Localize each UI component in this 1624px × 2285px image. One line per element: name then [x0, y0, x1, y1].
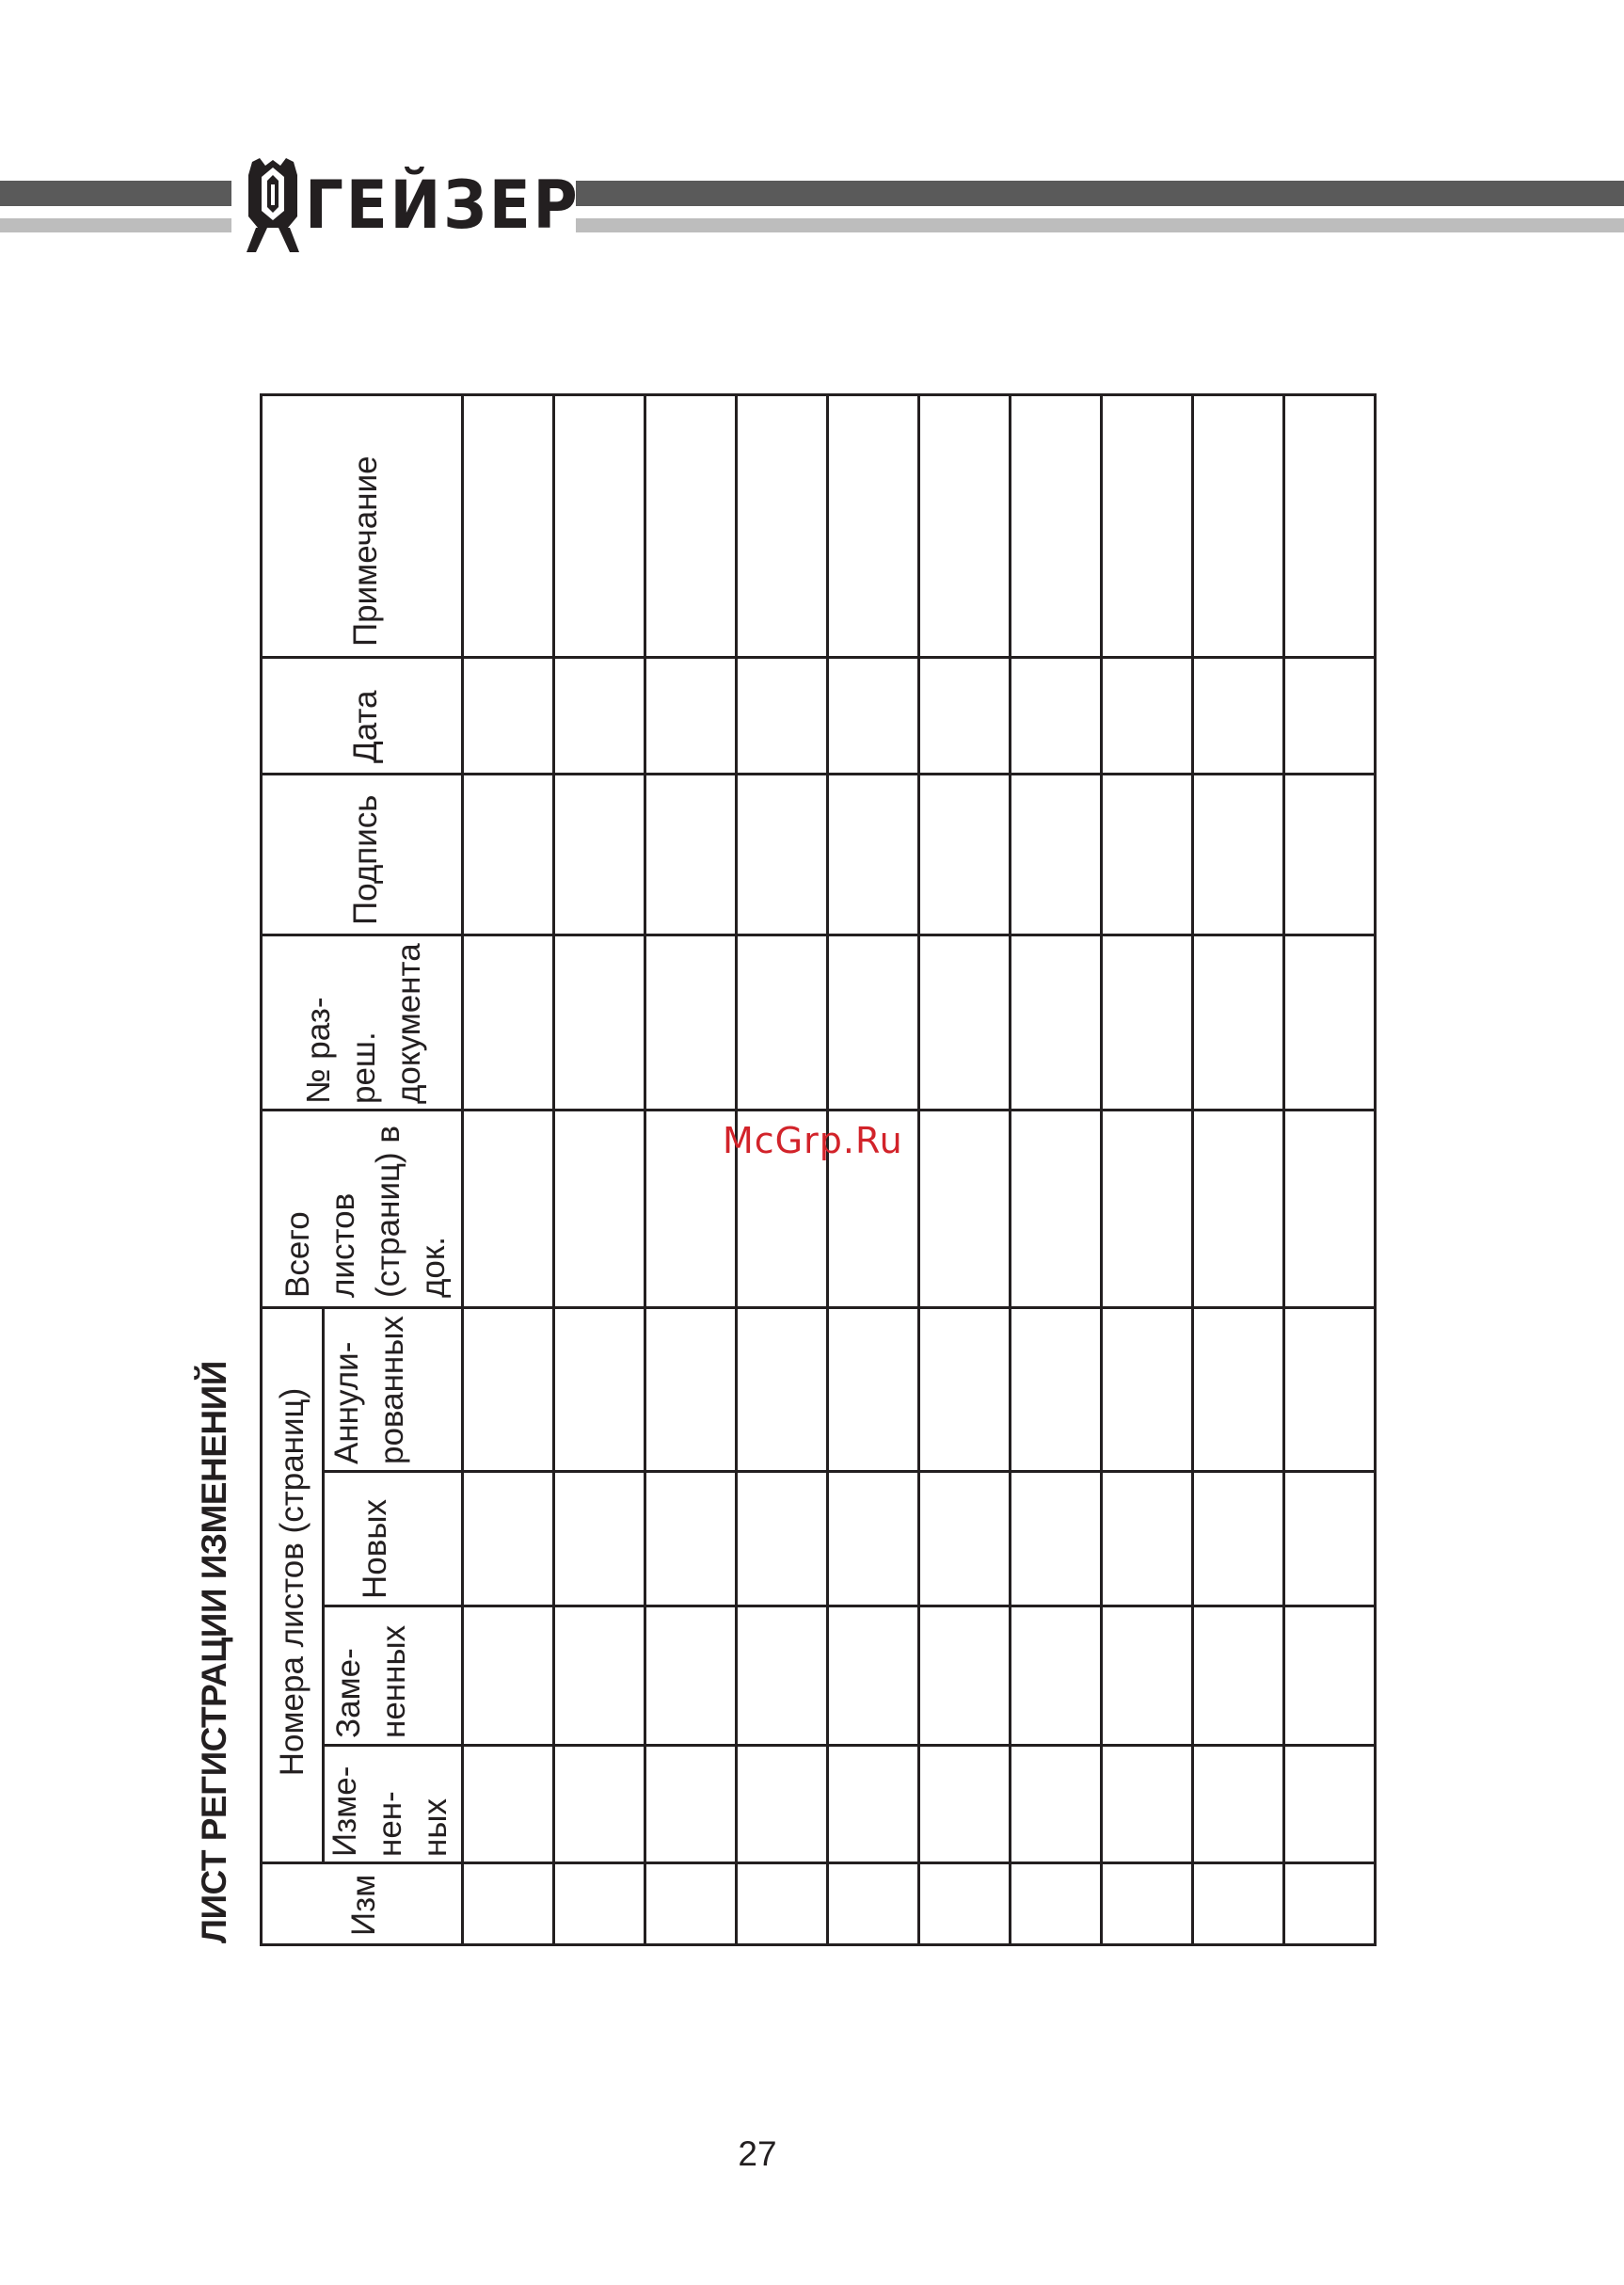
header-stripe-light-left [0, 218, 231, 232]
row-line-5 [917, 396, 920, 1943]
col-header-replaced: Заме- ненных [330, 1624, 412, 1738]
divider-signature-permit [263, 934, 461, 936]
document-title: ЛИСТ РЕГИСТРАЦИИ ИЗМЕНЕНИЙ [195, 1361, 233, 1943]
divider-group-izm [263, 1862, 461, 1864]
body-col-line-note-date [461, 656, 1374, 659]
col-header-note: Примечание [347, 455, 384, 647]
geyser-emblem-icon [247, 158, 299, 252]
col-header-changed: Изме- нен- ных [326, 1766, 454, 1857]
body-col-line-permit-total [461, 1109, 1374, 1111]
header-stripe-dark-right [576, 181, 1624, 206]
body-col-line-total-group [461, 1306, 1374, 1309]
body-col-line-date-signature [461, 773, 1374, 775]
row-line-7 [1100, 396, 1103, 1943]
divider-date-signature [263, 773, 461, 775]
brand-logo [247, 158, 581, 252]
divider-note-date [263, 656, 461, 659]
col-header-date: Дата [347, 690, 384, 763]
row-line-8 [1191, 396, 1194, 1943]
body-col-line-changed-izm [461, 1862, 1374, 1864]
divider-new-replaced [322, 1605, 461, 1607]
divider-replaced-changed [322, 1744, 461, 1747]
row-line-4 [826, 396, 829, 1943]
body-col-line-annulled-new [461, 1470, 1374, 1473]
col-group-header-sheet-numbers: Номера листов (страниц) [274, 1387, 310, 1777]
row-line-3 [735, 396, 738, 1943]
watermark: McGrp.Ru [723, 1120, 903, 1161]
change-registration-table [260, 393, 1377, 1946]
header-body-divider [461, 396, 464, 1943]
row-line-6 [1009, 396, 1011, 1943]
page-number: 27 [738, 2134, 777, 2173]
body-col-line-new-replaced [461, 1605, 1374, 1607]
col-header-new: Новых [357, 1499, 393, 1599]
divider-annulled-new [322, 1470, 461, 1473]
divider-permit-total [263, 1109, 461, 1111]
col-header-permit-doc: № раз- реш. документа [300, 943, 427, 1104]
row-line-2 [644, 396, 646, 1943]
body-col-line-signature-permit [461, 934, 1374, 936]
col-header-izm: Изм [345, 1874, 382, 1936]
body-col-line-replaced-changed [461, 1744, 1374, 1747]
row-line-9 [1282, 396, 1285, 1943]
brand-name: ГЕЙЗЕР [305, 167, 581, 244]
col-header-signature: Подпись [347, 794, 384, 925]
header-stripe-light-right [576, 218, 1624, 232]
col-header-annulled: Аннули- рованных [328, 1316, 410, 1464]
col-header-total-sheets: Всего листов (страниц) в док. [279, 1125, 452, 1298]
header-stripe-dark-left [0, 181, 231, 206]
row-line-1 [552, 396, 555, 1943]
